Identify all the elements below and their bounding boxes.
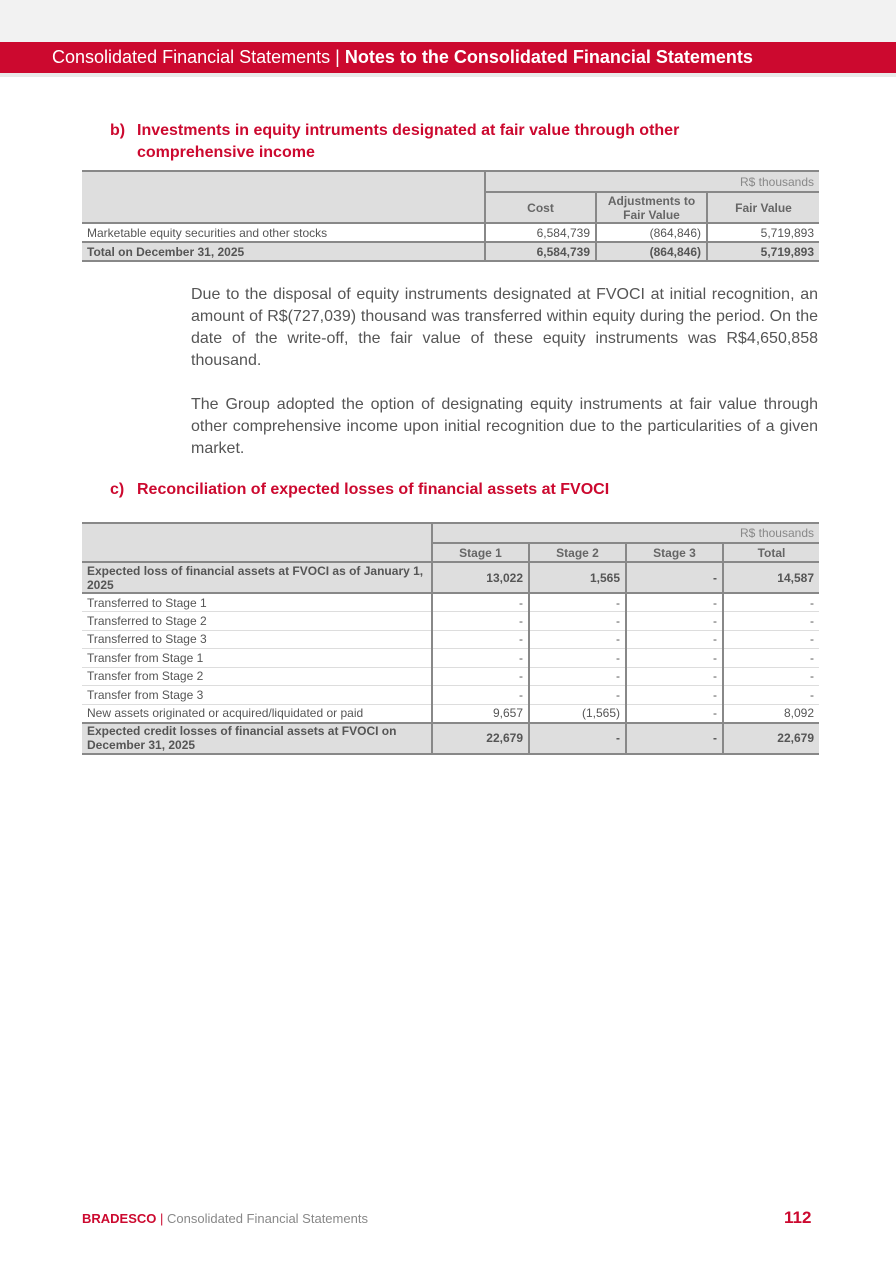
paragraph-disposal: Due to the disposal of equity instruments designated at FVOCI at initial recognition, an amount of R$(727,039) thousand was transferred within equity during the period. On the date of the write-off, the fair value of these equity instruments was R$4,650,858 thousand. <box>191 286 818 369</box>
row-label: Transfer from Stage 1 <box>82 649 432 668</box>
cell-value: - <box>723 649 819 668</box>
table-row <box>82 223 819 242</box>
cell-value: (864,846) <box>596 223 707 242</box>
cell-value: - <box>626 593 723 612</box>
equity-instruments-table <box>82 170 819 262</box>
closing-value: - <box>626 723 723 754</box>
section-b-title <box>110 120 810 164</box>
cell-value: 9,657 <box>432 704 529 723</box>
header-banner <box>0 42 896 73</box>
cell-value: (1,565) <box>529 704 626 723</box>
footer-brand: BRADESCO <box>82 1211 157 1226</box>
cell-value: - <box>626 612 723 631</box>
cell-value: - <box>723 686 819 705</box>
table-row <box>82 704 819 723</box>
cell-value: 5,719,893 <box>707 223 819 242</box>
table-row <box>82 593 819 612</box>
top-strip <box>0 0 896 42</box>
cell-value: - <box>626 704 723 723</box>
cell-value: - <box>529 630 626 649</box>
col-header-adjustments: Adjustments to Fair Value <box>596 192 707 223</box>
closing-value: - <box>529 723 626 754</box>
closing-label: Expected credit losses of financial assets at FVOCI on December 31, 2025 <box>82 723 432 754</box>
row-label: Marketable equity securities and other stocks <box>82 223 485 242</box>
col-header-stage-1: Stage 1 <box>432 543 529 562</box>
table-header-blank <box>82 171 485 223</box>
table-row <box>82 649 819 668</box>
closing-row <box>82 723 819 754</box>
footer <box>82 1211 368 1226</box>
cell-value: - <box>529 686 626 705</box>
unit-label: R$ thousands <box>432 523 819 543</box>
expected-losses-table <box>82 522 819 755</box>
table-row <box>82 612 819 631</box>
section-c-title-text: Reconciliation of expected losses of financial assets at FVOCI <box>137 481 610 498</box>
col-header-cost: Cost <box>485 192 596 223</box>
cell-value: - <box>626 667 723 686</box>
opening-value: 13,022 <box>432 562 529 593</box>
section-b-letter: b) <box>110 122 126 139</box>
unit-label: R$ thousands <box>485 171 819 192</box>
cell-value: - <box>626 686 723 705</box>
cell-value: - <box>432 593 529 612</box>
row-label: New assets originated or acquired/liquidated or paid <box>82 704 432 723</box>
total-value: (864,846) <box>596 242 707 261</box>
opening-label: Expected loss of financial assets at FVOCI as of January 1, 2025 <box>82 562 432 593</box>
table-row <box>82 630 819 649</box>
cell-value: - <box>432 667 529 686</box>
page-number: 112 <box>784 1208 812 1227</box>
cell-value: - <box>529 593 626 612</box>
opening-value: 1,565 <box>529 562 626 593</box>
footer-text: Consolidated Financial Statements <box>167 1211 368 1226</box>
cell-value: 6,584,739 <box>485 223 596 242</box>
section-b-title-line1: Investments in equity intruments designated at fair value through other <box>137 122 680 139</box>
cell-value: - <box>432 612 529 631</box>
row-label: Transferred to Stage 2 <box>82 612 432 631</box>
cell-value: 8,092 <box>783 706 814 720</box>
row-label: Transferred to Stage 1 <box>82 593 432 612</box>
closing-value: 22,679 <box>432 723 529 754</box>
total-value: 6,584,739 <box>485 242 596 261</box>
cell-value: - <box>723 593 819 612</box>
row-label: Transferred to Stage 3 <box>82 630 432 649</box>
total-row <box>82 242 819 261</box>
cell-value: - <box>529 612 626 631</box>
col-header-stage-3: Stage 3 <box>626 543 723 562</box>
section-c-letter: c) <box>110 481 125 498</box>
row-label: Transfer from Stage 2 <box>82 667 432 686</box>
table-header-blank <box>82 523 432 562</box>
col-header-stage-2: Stage 2 <box>529 543 626 562</box>
cell-value: - <box>626 649 723 668</box>
table-row <box>82 667 819 686</box>
cell-value: - <box>723 667 819 686</box>
table-row <box>82 686 819 705</box>
section-b-title-line2: comprehensive income <box>137 144 315 161</box>
header-title-prefix: Consolidated Financial Statements | <box>52 47 340 67</box>
cell-value: - <box>529 667 626 686</box>
closing-value: 22,679 <box>723 723 819 754</box>
footer-separator: | <box>160 1211 164 1226</box>
col-header-fair-value: Fair Value <box>707 192 819 223</box>
row-label: Transfer from Stage 3 <box>82 686 432 705</box>
col-header-total: Total <box>723 543 819 562</box>
opening-value: 14,587 <box>723 562 819 593</box>
total-value: 5,719,893 <box>707 242 819 261</box>
header-title-bold: Notes to the Consolidated Financial Statements <box>344 47 753 67</box>
banner-shadow <box>0 73 896 77</box>
paragraph-option: The Group adopted the option of designating equity instruments at fair value through other comprehensive income upon initial recognition due to the particularities of a given market. <box>191 396 818 457</box>
section-c-title <box>110 479 810 501</box>
cell-value: - <box>626 630 723 649</box>
total-label: Total on December 31, 2025 <box>82 242 485 261</box>
cell-value: - <box>432 686 529 705</box>
cell-value: - <box>723 612 819 631</box>
cell-value: - <box>432 630 529 649</box>
opening-value: - <box>626 562 723 593</box>
cell-value: - <box>432 649 529 668</box>
opening-row <box>82 562 819 593</box>
cell-value: - <box>723 630 819 649</box>
cell-value: - <box>529 649 626 668</box>
